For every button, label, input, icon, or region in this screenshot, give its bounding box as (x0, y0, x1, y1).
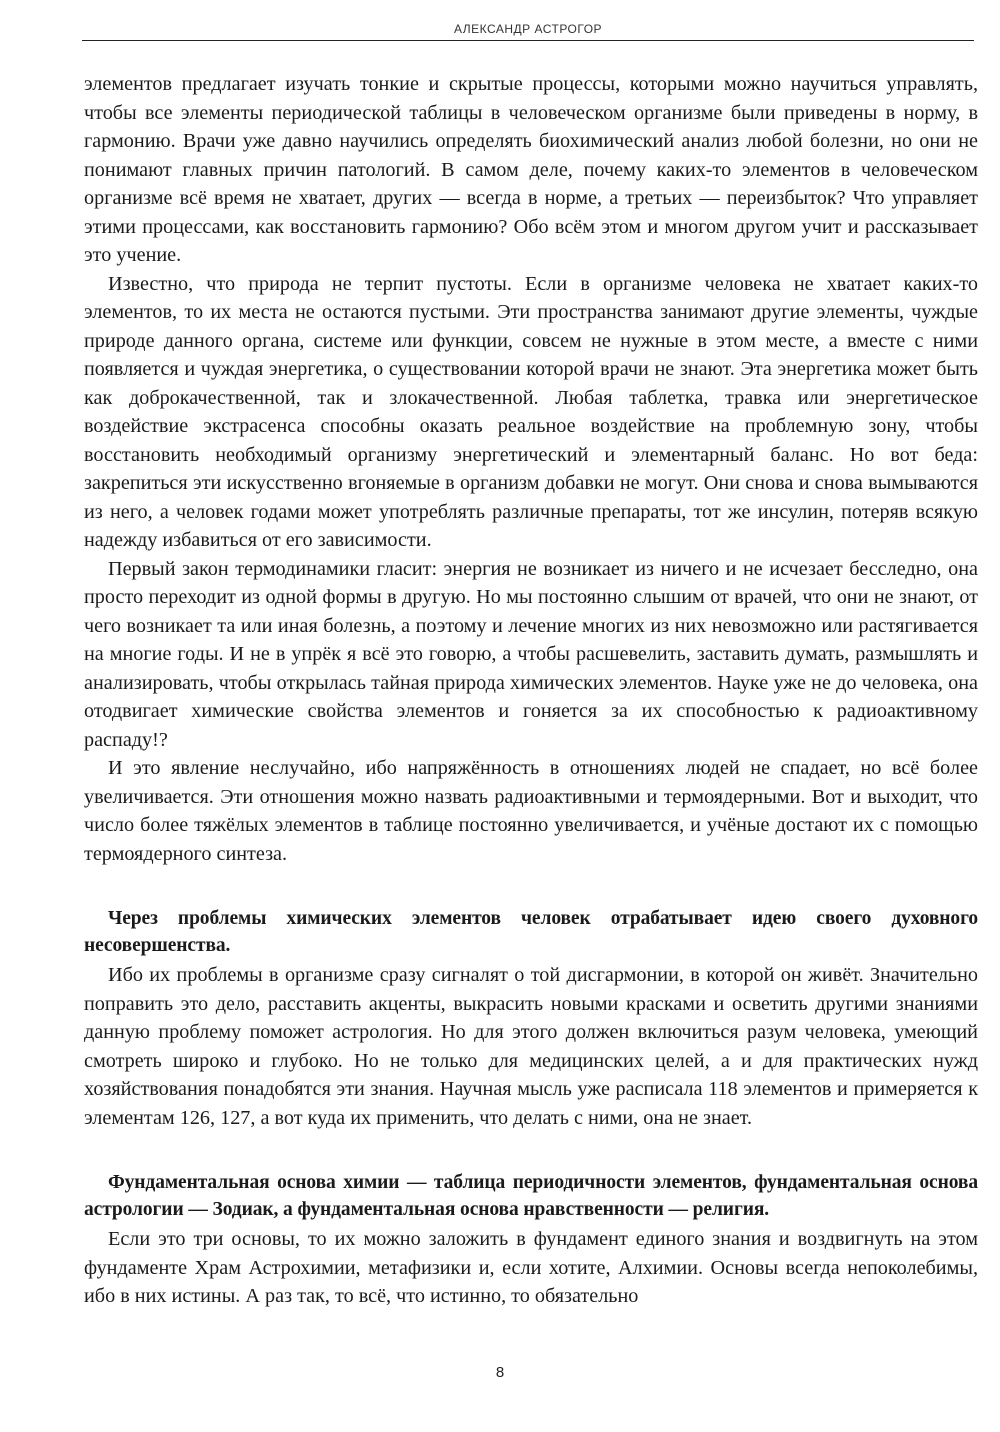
section-heading-fundamentals: Фундаментальная основа химии — таблица периодичности элементов, фундаментальная основа астрологии — Зодиак, а фундаментальная основа нравственности — религия. (84, 1172, 978, 1220)
paragraph-tension: И это явление неслучайно, ибо напряжённость в отношениях людей не спадает, но всё более увеличивается. Эти отношения можно назвать радиоактивными и термоядерными. Вот и выходит, что число более тяжёлых элементов в таблице постоянно увеличивается, и учёные достают их с помощью термоядерного синтеза. (84, 757, 978, 865)
header-divider (82, 40, 974, 41)
paragraph-three-foundations: Если это три основы, то их можно заложить в фундамент единого знания и воздвигнуть на этом фундаменте Храм Астрохимии, метафизики и, если хотите, Алхимии. Основы всегда непоколебимы, ибо в них истины. А раз так, то всё, что истинно, то обязательно (84, 1228, 978, 1307)
section-heading-spiritual: Через проблемы химических элементов человек отрабатывает идею своего духовного несовершенства. (84, 908, 978, 956)
page-number: 8 (495, 1364, 505, 1381)
page-body (84, 70, 978, 1311)
paragraph-continuation: элементов предлагает изучать тонкие и скрытые процессы, которыми можно научиться управлять, чтобы все элементы периодической таблицы в человеческом организме были приведены в норму, в гармонию. Врачи уже давно научились определять биохимический анализ любой болезни, но они не понимают главных причин патологий. В самом деле, почему каких-то элементов в человеческом организме всё время не хватает, других — всегда в норме, а третьих — переизбыток? Что управляет этими процессами, как восстановить гармонию? Обо всём этом и многом другом учит и рассказывает это учение. (84, 73, 978, 266)
paragraph-nature-void: Известно, что природа не терпит пустоты. Если в организме человека не хватает каких-то элементов, то их места не остаются пустыми. Эти пространства занимают другие элементы, чуждые природе данного органа, системе или функции, совсем не нужные в этом месте, а вместе с ними появляется и чуждая энергетика, о существовании которой врачи не знают. Эта энергетика может быть как доброкачественной, так и злокачественной. Любая таблетка, травка или энергетическое воздействие экстрасенса способны оказать реальное воздействие на проблемную зону, чтобы восстановить необходимый организму энергетический и элементарный баланс. Но вот беда: закрепиться эти искусственно вгоняемые в организм добавки не могут. Они снова и снова вымываются из него, а человек годами может употреблять различные препараты, тот же инсулин, потеряв всякую надежду избавиться от его зависимости. (84, 272, 978, 551)
paragraph-astrology: Ибо их проблемы в организме сразу сигналят о той дисгармонии, в которой он живёт. Значительно поправить это дело, расставить акценты, выкрасить новыми красками и осветить другими знаниями данную проблему поможет астрология. Но для этого должен включиться разум человека, умеющий смотреть широко и глубоко. Но не только для медицинских целей, а и для практических нужд хозяйствования понадобятся эти знания. Научная мысль уже расписала 118 элементов и примеряется к элементам 126, 127, а вот куда их применить, что делать с ними, она не знает. (84, 964, 978, 1129)
running-header-author: АЛЕКСАНДР АСТРОГОР (453, 22, 603, 36)
section-gap (84, 1132, 978, 1169)
paragraph-thermodynamics: Первый закон термодинамики гласит: энергия не возникает из ничего и не исчезает бесследно, она просто переходит из одной формы в другую. Но мы постоянно слышим от врачей, что они не знают, от чего возникает та или иная болезнь, а поэтому и лечение многих из них невозможно или растягивается на многие годы. И не в упрёк я всё это говорю, а чтобы расшевелить, заставить думать, размышлять и анализировать, чтобы открылась тайная природа химических элементов. Науке уже не до человека, она отодвигает химические свойства элементов и гоняется за их способностью к радиоактивному распаду!? (84, 557, 978, 751)
section-gap (84, 868, 978, 905)
